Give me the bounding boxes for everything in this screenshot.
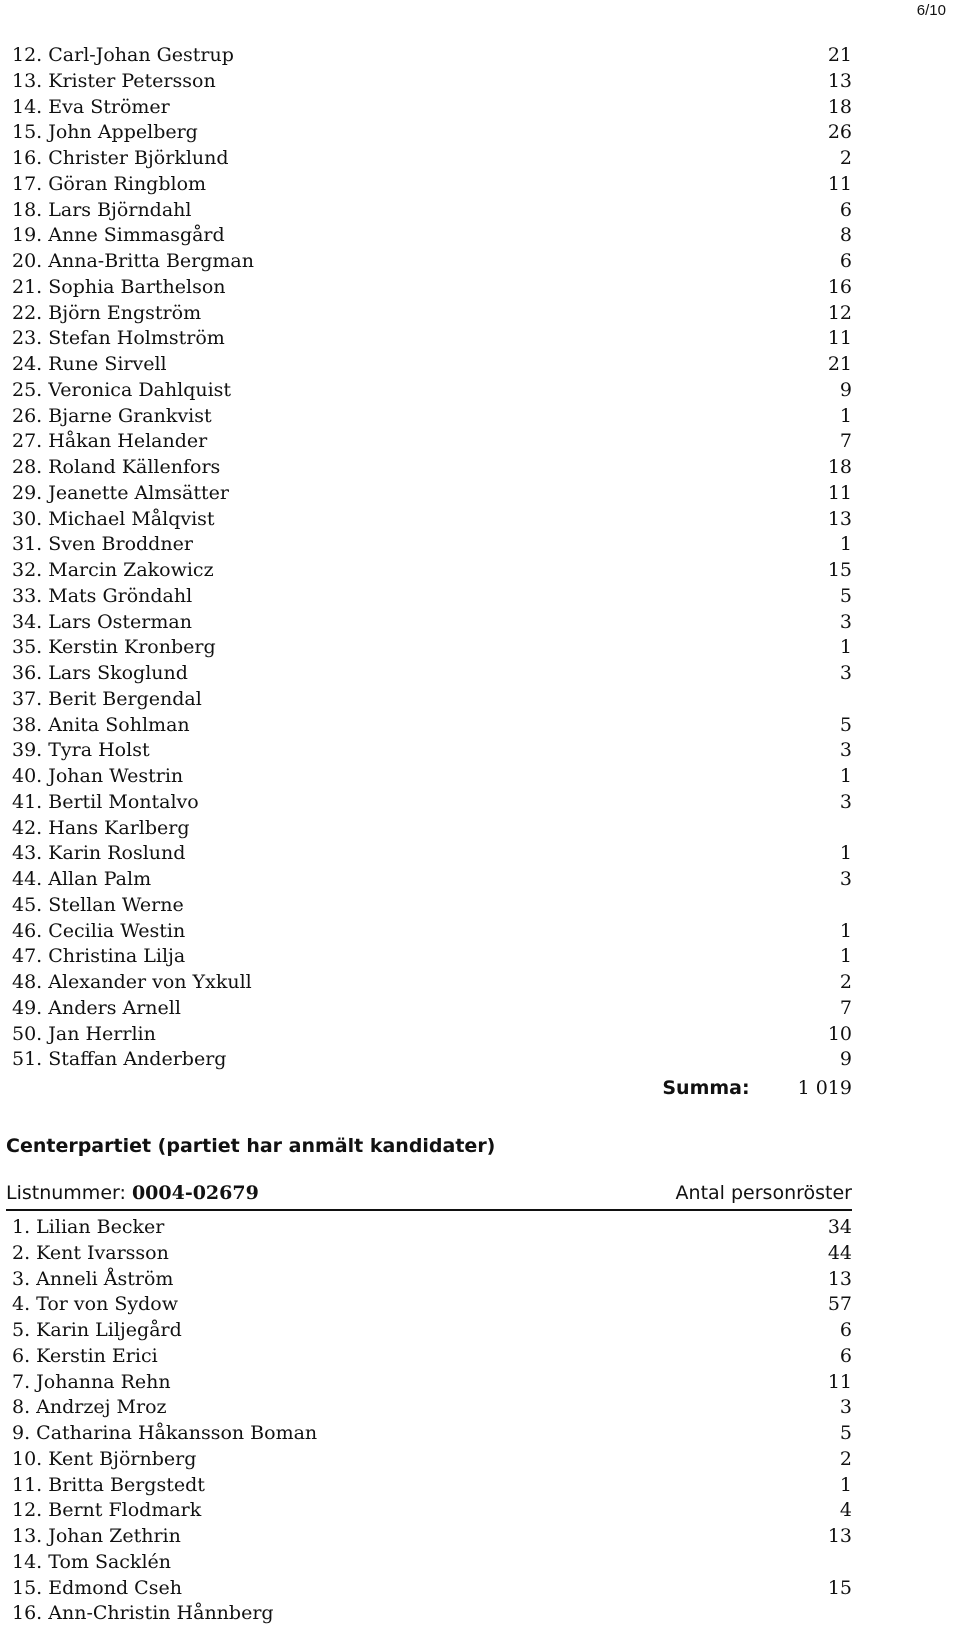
candidate-row	[6, 610, 852, 636]
candidate-name: 14. Tom Sacklén	[12, 1550, 172, 1573]
candidate-name: 40. Johan Westrin	[12, 765, 184, 787]
candidate-name: 27. Håkan Helander	[12, 430, 208, 453]
candidate-votes: 3	[839, 610, 852, 633]
candidate-votes: 3	[839, 739, 852, 762]
candidate-votes: 15	[827, 1576, 852, 1599]
candidate-name: 26. Bjarne Grankvist	[12, 404, 212, 427]
candidate-votes: 9	[839, 378, 852, 401]
list-number-label: Listnummer:	[6, 1182, 126, 1204]
candidate-votes: 11	[827, 327, 852, 350]
candidate-row	[6, 404, 852, 430]
candidate-name: 29. Jeanette Almsätter	[12, 481, 229, 504]
candidate-name: 19. Anne Simmasgård	[12, 224, 225, 247]
candidate-row	[6, 919, 852, 945]
candidate-votes: 6	[839, 1344, 852, 1367]
candidate-row	[6, 172, 852, 198]
candidate-name: 24. Rune Sirvell	[12, 353, 167, 375]
candidate-name: 45. Stellan Werne	[12, 893, 184, 916]
candidate-row	[6, 996, 852, 1022]
candidate-row	[6, 1022, 852, 1048]
candidate-row	[6, 1318, 852, 1344]
list-number-block	[6, 1177, 259, 1209]
candidate-votes: 1	[839, 1473, 852, 1496]
candidate-name: 12. Carl-Johan Gestrup	[12, 44, 234, 66]
candidate-votes: 21	[827, 353, 852, 375]
candidate-row	[6, 326, 852, 352]
candidate-name: 33. Mats Gröndahl	[12, 584, 193, 607]
candidate-votes: 13	[827, 507, 852, 530]
candidate-votes: 5	[839, 1422, 852, 1444]
candidate-row	[6, 481, 852, 507]
candidate-votes: 1	[839, 919, 852, 942]
candidate-row	[6, 1267, 852, 1293]
candidate-votes: 6	[839, 250, 852, 272]
candidate-votes: 7	[839, 996, 852, 1019]
candidate-votes: 2	[839, 147, 852, 169]
candidate-row	[6, 713, 852, 739]
candidate-votes: 7	[839, 430, 852, 453]
candidate-votes: 15	[827, 559, 852, 581]
candidate-votes: 13	[827, 69, 852, 92]
summa-row	[6, 1073, 852, 1103]
candidate-votes: 1	[839, 842, 852, 865]
candidate-row	[6, 944, 852, 970]
candidate-votes: 18	[827, 456, 852, 478]
candidate-row	[6, 1395, 852, 1421]
candidate-name: 6. Kerstin Erici	[12, 1344, 158, 1367]
candidate-row	[6, 1524, 852, 1550]
candidate-votes: 3	[839, 1396, 852, 1419]
candidate-row	[6, 146, 852, 172]
candidate-name: 18. Lars Björndahl	[12, 198, 192, 221]
candidate-row	[6, 1421, 852, 1447]
candidate-votes: 5	[839, 584, 852, 607]
candidate-votes: 4	[839, 1499, 852, 1522]
candidate-name: 34. Lars Osterman	[12, 610, 192, 633]
candidate-votes: 1	[839, 636, 852, 659]
candidate-row	[6, 43, 852, 69]
candidate-name: 50. Jan Herrlin	[12, 1022, 156, 1045]
candidate-row	[6, 1047, 852, 1073]
party-section-title: Centerpartiet (partiet har anmält kandidater)	[6, 1135, 496, 1157]
candidate-votes: 3	[839, 790, 852, 813]
candidate-name: 30. Michael Målqvist	[12, 507, 215, 530]
list-number: 0004-02679	[131, 1182, 259, 1204]
candidate-name: 7. Johanna Rehn	[12, 1370, 171, 1393]
candidate-name: 4. Tor von Sydow	[12, 1293, 178, 1316]
candidate-row	[6, 738, 852, 764]
candidate-name: 13. Johan Zethrin	[12, 1525, 181, 1547]
candidate-row	[6, 95, 852, 121]
candidate-votes: 57	[827, 1293, 852, 1316]
candidate-name: 14. Eva Strömer	[12, 95, 170, 118]
candidate-row	[6, 1473, 852, 1499]
candidate-name: 1. Lilian Becker	[12, 1216, 165, 1238]
candidate-row	[6, 1344, 852, 1370]
candidate-name: 44. Allan Palm	[12, 868, 152, 890]
candidate-name: 17. Göran Ringblom	[12, 172, 207, 195]
candidate-row	[6, 223, 852, 249]
page-number: 6/10	[916, 2, 946, 19]
candidate-votes: 1	[839, 533, 852, 556]
candidate-votes: 26	[827, 121, 852, 144]
candidate-votes: 6	[839, 198, 852, 221]
candidate-votes: 9	[839, 1048, 852, 1071]
summa-label: Summa:	[662, 1077, 750, 1099]
candidate-row	[6, 1576, 852, 1602]
candidate-votes: 44	[827, 1241, 852, 1264]
candidate-name: 37. Berit Bergendal	[12, 687, 202, 710]
candidate-name: 25. Veronica Dahlquist	[12, 378, 232, 401]
candidate-name: 16. Ann-Christin Hånnberg	[12, 1602, 274, 1625]
candidate-name: 36. Lars Skoglund	[12, 662, 188, 684]
candidate-row	[6, 275, 852, 301]
candidate-list-centerpartiet	[6, 1215, 852, 1627]
candidate-votes: 6	[839, 1319, 852, 1341]
candidate-votes	[812, 687, 852, 713]
document-content	[6, 43, 852, 1627]
candidate-votes: 11	[827, 172, 852, 195]
candidate-votes	[812, 893, 852, 919]
candidate-votes	[812, 816, 852, 842]
candidate-votes: 21	[827, 44, 852, 66]
candidate-row	[6, 1447, 852, 1473]
candidate-name: 16. Christer Björklund	[12, 147, 229, 169]
candidate-name: 39. Tyra Holst	[12, 739, 150, 762]
candidate-name: 22. Björn Engström	[12, 301, 202, 324]
candidate-votes: 5	[839, 713, 852, 736]
candidate-row	[6, 120, 852, 146]
candidate-name: 38. Anita Sohlman	[12, 713, 190, 736]
candidate-votes: 18	[827, 95, 852, 118]
candidate-row	[6, 558, 852, 584]
votes-column-header: Antal personröster	[675, 1182, 852, 1204]
candidate-row	[6, 198, 852, 224]
candidate-votes: 8	[839, 224, 852, 247]
candidate-row	[6, 584, 852, 610]
candidate-row	[6, 1550, 852, 1576]
candidate-row	[6, 507, 852, 533]
candidate-votes: 13	[827, 1525, 852, 1547]
candidate-row	[6, 532, 852, 558]
candidate-votes: 1	[839, 765, 852, 787]
candidate-name: 28. Roland Källenfors	[12, 456, 221, 478]
candidate-name: 15. Edmond Cseh	[12, 1576, 182, 1599]
candidate-name: 23. Stefan Holmström	[12, 327, 225, 350]
candidate-row	[6, 764, 852, 790]
candidate-row	[6, 867, 852, 893]
candidate-name: 42. Hans Karlberg	[12, 816, 190, 839]
candidate-votes	[812, 1601, 852, 1627]
candidate-votes: 2	[839, 971, 852, 993]
candidate-name: 3. Anneli Åström	[12, 1267, 174, 1290]
candidate-name: 15. John Appelberg	[12, 121, 198, 144]
candidate-name: 10. Kent Björnberg	[12, 1447, 197, 1470]
candidate-name: 35. Kerstin Kronberg	[12, 636, 216, 659]
candidate-name: 43. Karin Roslund	[12, 842, 186, 865]
candidate-row	[6, 687, 852, 713]
candidate-row	[6, 816, 852, 842]
candidate-name: 2. Kent Ivarsson	[12, 1241, 169, 1264]
candidate-votes: 2	[839, 1447, 852, 1470]
candidate-row	[6, 352, 852, 378]
candidate-votes	[812, 1550, 852, 1576]
candidate-row	[6, 1215, 852, 1241]
candidate-row	[6, 301, 852, 327]
candidate-row	[6, 69, 852, 95]
candidate-row	[6, 1601, 852, 1627]
candidate-name: 20. Anna-Britta Bergman	[12, 250, 254, 272]
candidate-votes: 1	[839, 945, 852, 968]
candidate-row	[6, 455, 852, 481]
candidate-row	[6, 635, 852, 661]
candidate-row	[6, 1292, 852, 1318]
candidate-votes: 1	[839, 404, 852, 427]
candidate-name: 32. Marcin Zakowicz	[12, 559, 214, 581]
candidate-name: 13. Krister Petersson	[12, 69, 216, 92]
candidate-row	[6, 249, 852, 275]
candidate-votes: 11	[827, 481, 852, 504]
candidate-row	[6, 970, 852, 996]
candidate-votes: 3	[839, 868, 852, 890]
candidate-row	[6, 893, 852, 919]
summa-value: 1 019	[797, 1077, 852, 1099]
candidate-votes: 11	[827, 1370, 852, 1393]
candidate-row	[6, 841, 852, 867]
candidate-list-continued	[6, 43, 852, 1073]
list-header	[6, 1177, 852, 1211]
candidate-row	[6, 1370, 852, 1396]
candidate-name: 48. Alexander von Yxkull	[12, 971, 252, 993]
candidate-votes: 16	[827, 275, 852, 298]
candidate-name: 9. Catharina Håkansson Boman	[12, 1422, 318, 1444]
candidate-name: 41. Bertil Montalvo	[12, 790, 199, 813]
candidate-name: 21. Sophia Barthelson	[12, 275, 226, 298]
candidate-name: 31. Sven Broddner	[12, 533, 193, 556]
candidate-row	[6, 378, 852, 404]
candidate-votes: 10	[827, 1022, 852, 1045]
candidate-row	[6, 790, 852, 816]
candidate-votes: 34	[827, 1216, 852, 1238]
candidate-name: 51. Staffan Anderberg	[12, 1048, 227, 1071]
candidate-name: 5. Karin Liljegård	[12, 1319, 182, 1341]
candidate-row	[6, 429, 852, 455]
candidate-votes: 12	[827, 301, 852, 324]
candidate-row	[6, 661, 852, 687]
candidate-row	[6, 1241, 852, 1267]
candidate-name: 49. Anders Arnell	[12, 996, 181, 1019]
candidate-name: 46. Cecilia Westin	[12, 919, 186, 942]
candidate-name: 11. Britta Bergstedt	[12, 1473, 205, 1496]
candidate-row	[6, 1498, 852, 1524]
candidate-name: 12. Bernt Flodmark	[12, 1499, 202, 1522]
candidate-votes: 13	[827, 1267, 852, 1290]
candidate-name: 8. Andrzej Mroz	[12, 1396, 167, 1419]
candidate-name: 47. Christina Lilja	[12, 945, 186, 968]
candidate-votes: 3	[839, 662, 852, 684]
